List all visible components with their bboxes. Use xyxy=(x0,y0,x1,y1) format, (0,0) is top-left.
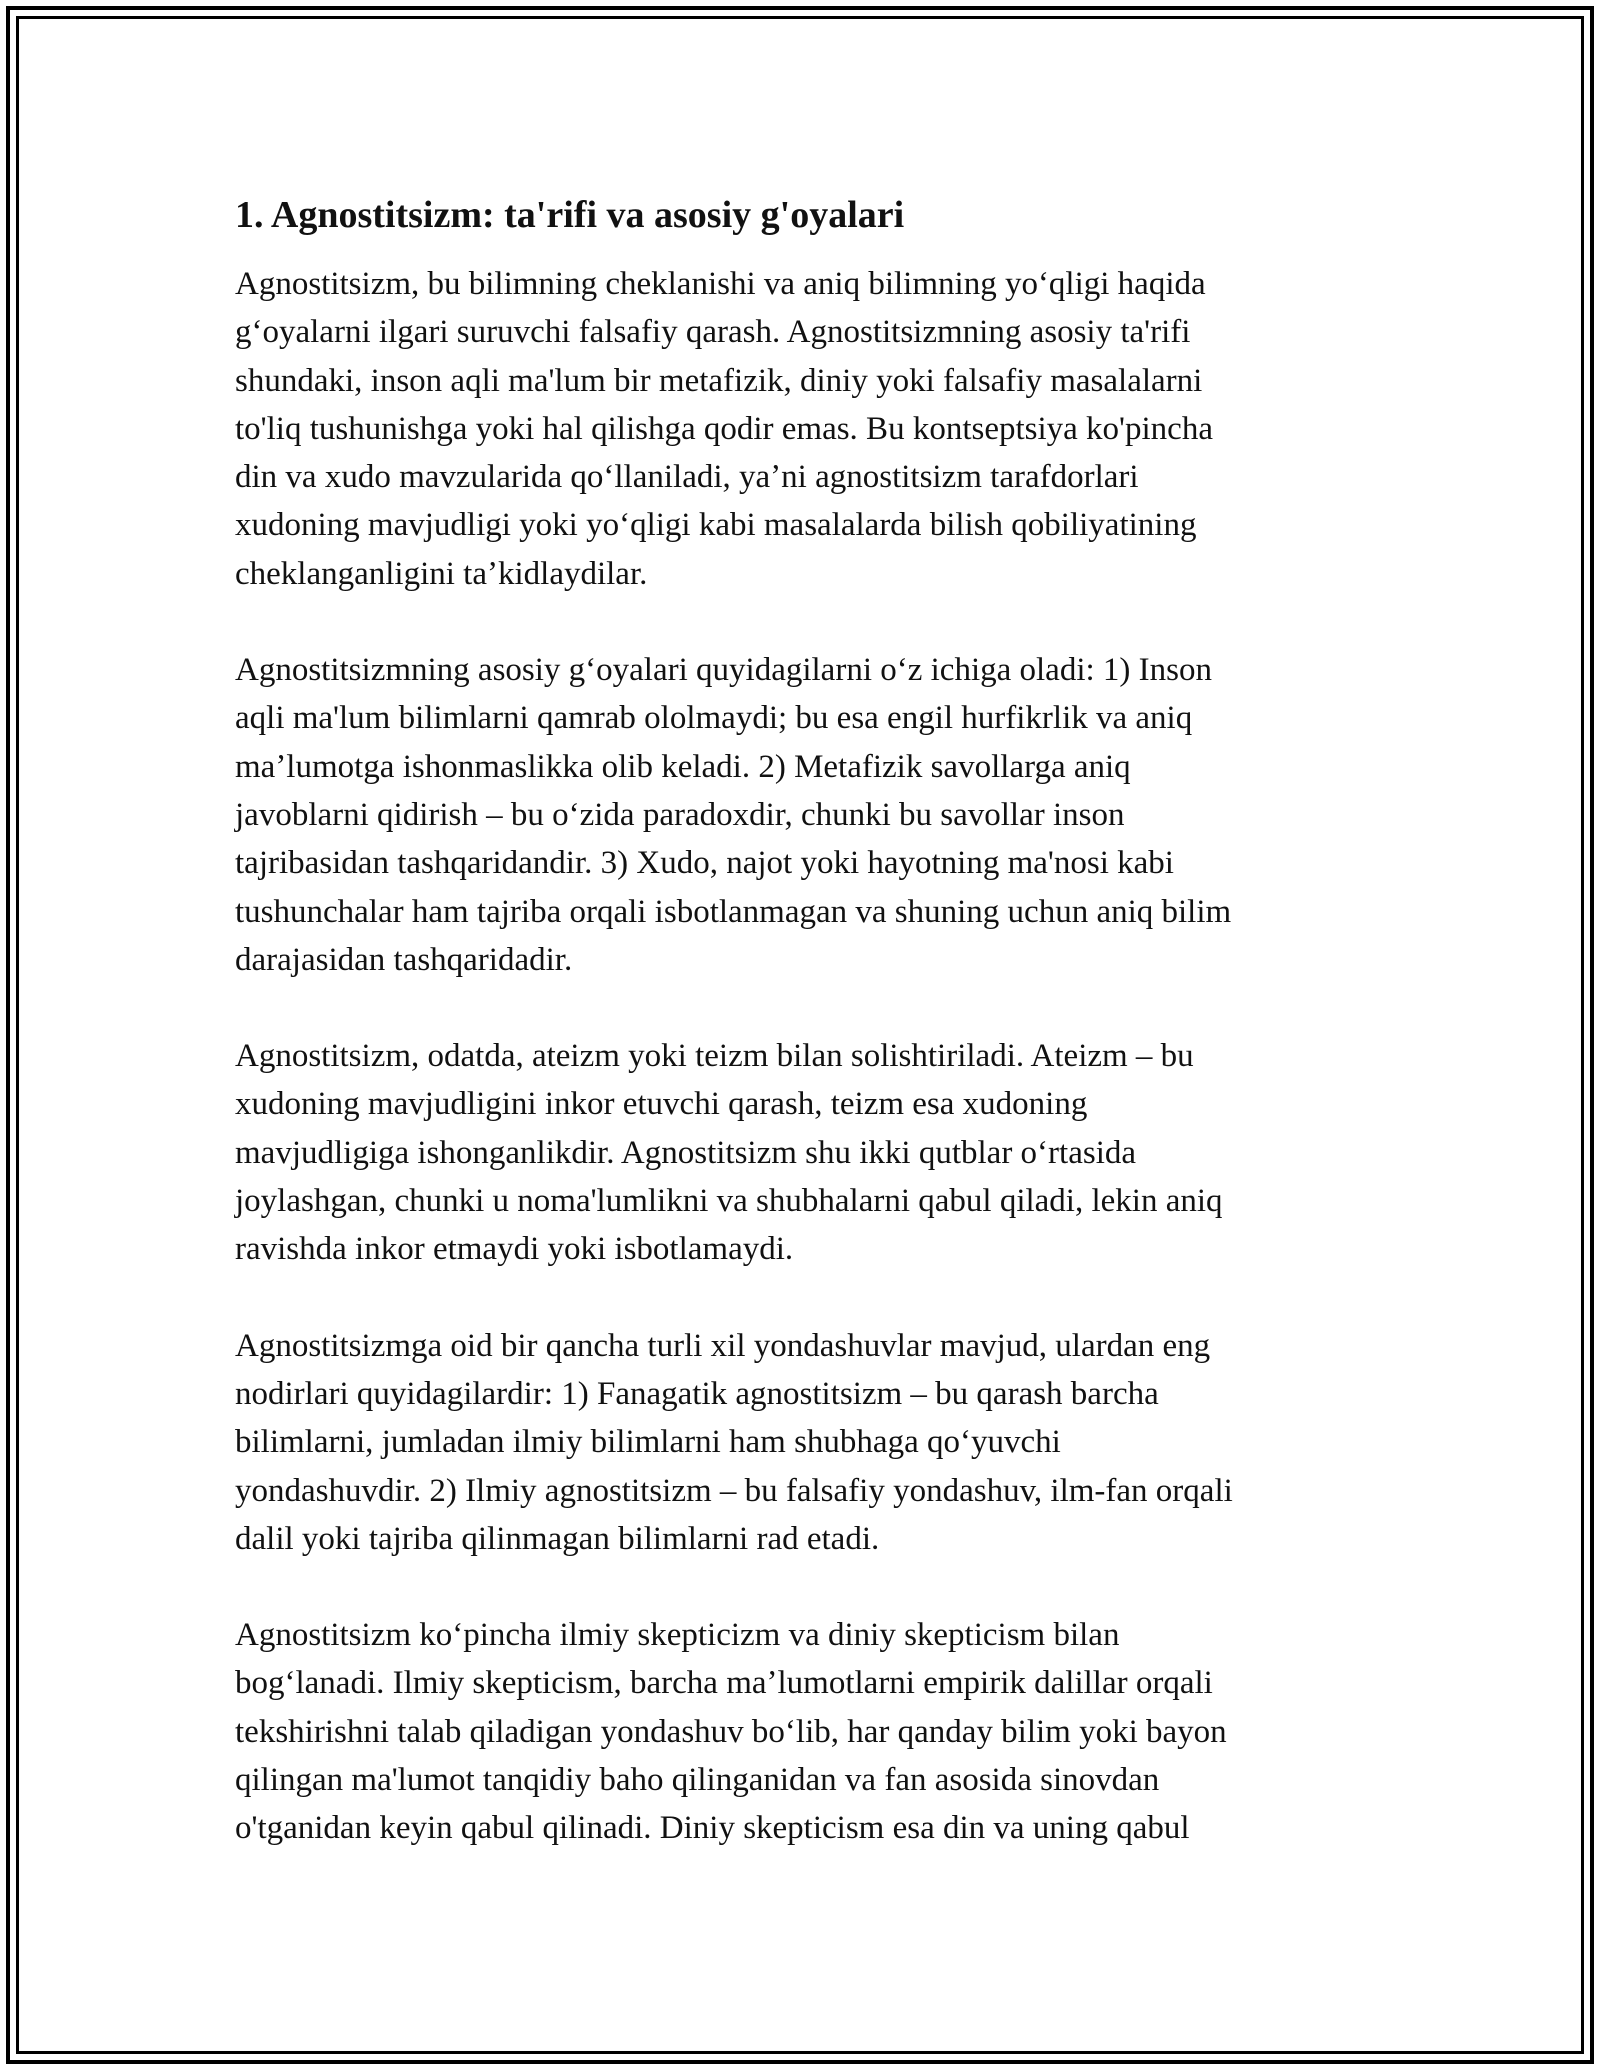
text-line: Agnostitsizmning asosiy gʻoyalari quyidagilarni oʻz ichiga oladi: 1) Inson xyxy=(235,652,1212,689)
text-line: to'liq tushunishga yoki hal qilishga qodir emas. Bu kontseptsiya ko'pincha xyxy=(235,410,1213,447)
text-line: Agnostitsizm koʻpincha ilmiy skepticizm va diniy skepticism bilan xyxy=(235,1617,1120,1654)
paragraph-main-ideas xyxy=(235,646,1375,984)
paragraph-definition xyxy=(235,260,1375,598)
text-line: xudoning mavjudligini inkor etuvchi qarash, teizm esa xudoning xyxy=(235,1086,1088,1123)
text-line: ravishda inkor etmaydi yoki isbotlamaydi. xyxy=(235,1231,794,1268)
text-line: bogʻlanadi. Ilmiy skepticism, barcha maʼlumotlarni empirik dalillar orqali xyxy=(235,1665,1213,1702)
text-line: gʻoyalarni ilgari suruvchi falsafiy qarash. Agnostitsizmning asosiy ta'rifi xyxy=(235,314,1191,351)
text-line: bilimlarni, jumladan ilmiy bilimlarni ham shubhaga qoʻyuvchi xyxy=(235,1424,1061,1461)
text-line: darajasidan tashqaridadir. xyxy=(235,941,573,978)
text-line: shundaki, inson aqli ma'lum bir metafizik, diniy yoki falsafiy masalalarni xyxy=(235,362,1203,399)
text-line: o'tganidan keyin qabul qilinadi. Diniy skepticism esa din va uning qabul xyxy=(235,1810,1190,1847)
text-line: cheklanganligini taʼkidlaydilar. xyxy=(235,555,648,592)
text-line: Agnostitsizm, odatda, ateizm yoki teizm bilan solishtiriladi. Ateizm – bu xyxy=(235,1038,1194,1075)
text-line: xudoning mavjudligi yoki yoʻqligi kabi masalalarda bilish qobiliyatining xyxy=(235,507,1197,544)
section-heading: 1. Agnostitsizm: ta'rifi va asosiy g'oyalari xyxy=(235,194,905,236)
text-line: Agnostitsizm, bu bilimning cheklanishi va aniq bilimning yoʻqligi haqida xyxy=(235,266,1206,302)
text-line: tushunchalar ham tajriba orqali isbotlanmagan va shuning uchun aniq bilim xyxy=(235,893,1232,930)
paragraph-approaches xyxy=(235,1322,1375,1563)
text-line: yondashuvdir. 2) Ilmiy agnostitsizm – bu falsafiy yondashuv, ilm-fan orqali xyxy=(235,1472,1233,1509)
text-line: dalil yoki tajriba qilinmagan bilimlarni rad etadi. xyxy=(235,1520,880,1557)
text-line: javoblarni qidirish – bu oʻzida paradoxdir, chunki bu savollar inson xyxy=(235,796,1125,833)
paragraph-skepticism xyxy=(235,1611,1375,1852)
paragraph-comparison xyxy=(235,1032,1375,1273)
text-line: joylashgan, chunki u noma'lumlikni va shubhalarni qabul qiladi, lekin aniq xyxy=(235,1183,1223,1220)
text-line: nodirlari quyidagilardir: 1) Fanagatik agnostitsizm – bu qarash barcha xyxy=(235,1375,1159,1412)
text-line: aqli ma'lum bilimlarni qamrab ololmaydi; bu esa engil hurfikrlik va aniq xyxy=(235,700,1193,737)
text-line: maʼlumotga ishonmaslikka olib keladi. 2) Metafizik savollarga aniq xyxy=(235,748,1131,785)
text-line: din va xudo mavzularida qoʻllaniladi, yaʼni agnostitsizm tarafdorlari xyxy=(235,459,1139,496)
text-line: qilingan ma'lumot tanqidiy baho qilinganidan va fan asosida sinovdan xyxy=(235,1762,1160,1799)
text-line: Agnostitsizmga oid bir qancha turli xil yondashuvlar mavjud, ulardan eng xyxy=(235,1327,1211,1364)
text-line: tajribasidan tashqaridandir. 3) Xudo, najot yoki hayotning ma'nosi kabi xyxy=(235,845,1174,882)
document-body xyxy=(235,180,1375,1901)
text-line: mavjudligiga ishonganlikdir. Agnostitsizm shu ikki qutblar oʻrtasida xyxy=(235,1134,1137,1171)
text-line: tekshirishni talab qiladigan yondashuv boʻlib, har qanday bilim yoki bayon xyxy=(235,1713,1227,1750)
